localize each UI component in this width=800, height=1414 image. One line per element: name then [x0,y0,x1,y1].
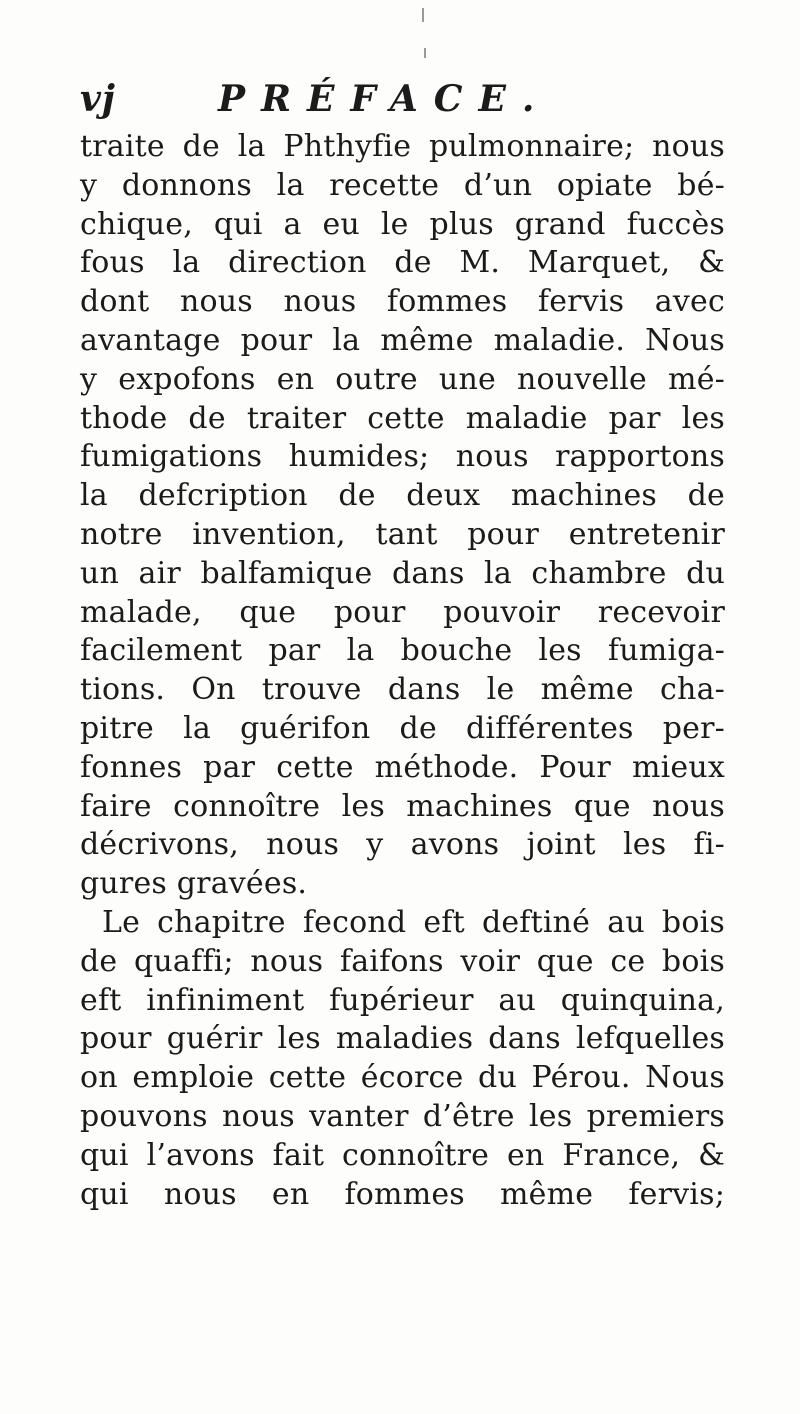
text-line: faire connoître les machines que nous [80,788,725,824]
margin-mark [424,48,426,58]
text-line: pouvons nous vanter d’être les premiers [80,1098,725,1134]
text-line: on emploie cette écorce du Pérou. Nous [80,1060,725,1096]
text-line: avantage pour la même maladie. Nous [80,322,725,358]
page-header [80,70,720,130]
text-line: fumigations humides; nous rapportons [80,439,725,475]
text-line: facilement par la bouche les fumiga- [80,633,725,669]
text-line: tions. On trouve dans le même cha- [80,672,725,708]
text-line: qui nous en fommes même fervis; [80,1176,725,1212]
text-line: la defcription de deux machines de [80,478,725,514]
text-line: y expofons en outre une nouvelle mé- [80,361,725,397]
text-line: un air balfamique dans la chambre du [80,555,725,591]
text-line: notre invention, tant pour entretenir [80,516,725,552]
text-line: pour guérir les maladies dans lefquelles [80,1021,725,1057]
text-line: thode de traiter cette maladie par les [80,400,725,436]
text-line: traite de la Phthyfie pulmonnaire; nous [80,129,725,164]
text-line: eft infiniment fupérieur au quinquina, [80,982,725,1018]
text-line: chique, qui a eu le plus grand fuccès [80,206,725,242]
running-title: PRÉFACE. [218,78,551,120]
text-line: pitre la guérifon de différentes per- [80,710,725,746]
text-line: malade, que pour pouvoir recevoir [80,594,725,630]
text-line: dont nous nous fommes fervis avec [80,284,725,320]
margin-mark [422,8,424,22]
text-line: décrivons, nous y avons joint les fi- [80,827,725,863]
body-text [80,128,725,1214]
text-line: y donnons la recette d’un opiate bé- [80,167,725,203]
page-number: vj [80,78,116,120]
text-line: de quaffi; nous faifons voir que ce bois [80,943,725,979]
text-line: gures gravées. [80,866,308,902]
text-line: qui l’avons fait connoître en France, & [80,1137,725,1173]
text-line: Le chapitre fecond eft deftiné au bois [102,904,725,940]
text-line: fous la direction de M. Marquet, & [80,245,725,281]
text-line: fonnes par cette méthode. Pour mieux [80,749,725,785]
